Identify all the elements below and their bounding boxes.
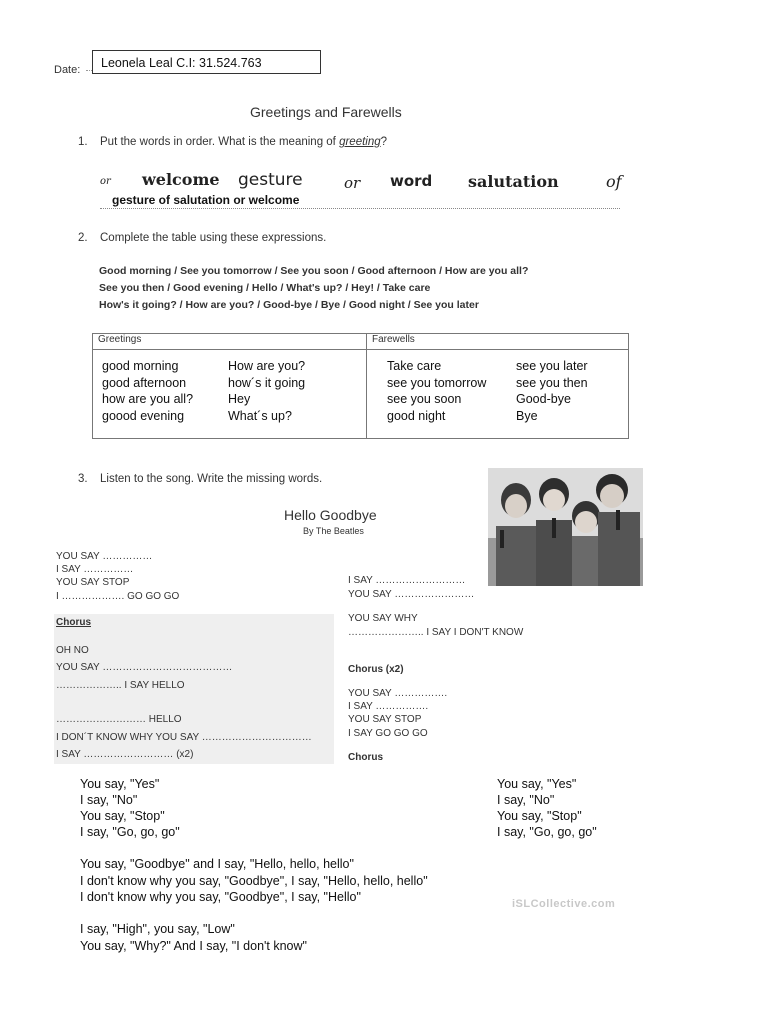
greeting-entry: good afternoon	[102, 376, 187, 390]
typed-lyric: You say, "Goodbye" and I say, "Hello, hello, hello"	[80, 857, 354, 871]
farewell-entry: see you soon	[387, 392, 462, 406]
question-text: Put the words in order. What is the meaning of	[100, 136, 340, 148]
farewell-entry: see you later	[516, 359, 588, 373]
farewell-entry: good night	[387, 409, 446, 423]
lyric-line: I DON´T KNOW WHY YOU SAY ……………………………	[56, 732, 312, 743]
lyric-line: YOU SAY STOP	[56, 577, 130, 588]
greeting-entry: how´s it going	[228, 376, 306, 390]
lyric-line: YOU SAY ……………………	[348, 589, 475, 600]
expressions-line: See you then / Good evening / Hello / What's up? / Hey! / Take care	[99, 282, 431, 294]
lyric-line: I SAY ……………………… (x2)	[56, 749, 194, 760]
expressions-line: How's it going? / How are you? / Good-bye / Bye / Good night / See you later	[99, 299, 479, 311]
scrambled-word: or	[344, 174, 361, 192]
question-3	[78, 473, 322, 485]
lyric-line: I SAY …………….	[348, 701, 429, 712]
typed-lyric: You say, "Yes"	[497, 777, 577, 791]
greetings-header: Greetings	[93, 334, 367, 350]
lyric-line: ………………….. I SAY I DON'T KNOW	[348, 627, 524, 638]
greeting-entry: Hey	[228, 392, 251, 406]
lyric-line: YOU SAY …………………………………	[56, 662, 233, 673]
scrambled-word: or	[100, 176, 111, 187]
scrambled-word: gesture	[238, 170, 303, 190]
chorus-label: Chorus	[348, 752, 383, 763]
question-number: 1.	[78, 136, 88, 148]
lyric-line: YOU SAY WHY	[348, 613, 418, 624]
typed-lyric: I don't know why you say, "Goodbye", I say, "Hello, hello, hello"	[80, 874, 428, 888]
scrambled-word: of	[606, 172, 622, 191]
question-1	[78, 136, 387, 148]
song-title: Hello Goodbye	[284, 507, 377, 523]
lyric-line: YOU SAY STOP	[348, 714, 422, 725]
worksheet-title: Greetings and Farewells	[250, 104, 402, 120]
greeting-entry: how are you all?	[102, 392, 194, 406]
farewell-entry: Bye	[516, 409, 538, 423]
farewell-entry: Take care	[387, 359, 442, 373]
question-2	[78, 232, 326, 244]
farewells-header: Farewells	[367, 334, 629, 350]
greetings-cell[interactable]	[93, 350, 367, 439]
scrambled-word: welcome	[142, 170, 220, 189]
lyric-line: ……………….. I SAY HELLO	[56, 680, 185, 691]
expressions-line: Good morning / See you tomorrow / See you soon / Good afternoon / How are you all?	[99, 265, 529, 277]
typed-lyric: I say, "Go, go, go"	[80, 825, 180, 839]
student-name-textbox[interactable]: Leonela Leal C.I: 31.524.763	[92, 50, 321, 74]
typed-lyric: You say, "Stop"	[80, 809, 165, 823]
scrambled-word: word	[390, 172, 433, 190]
lyric-line: I SAY ……………	[56, 564, 134, 575]
lyric-line: ……………………… HELLO	[56, 714, 182, 725]
farewells-cell[interactable]	[367, 350, 629, 439]
typed-lyric: You say, "Yes"	[80, 777, 160, 791]
lyric-line: I ………………. GO GO GO	[56, 591, 180, 602]
song-artist: By The Beatles	[303, 526, 364, 536]
question-text: Complete the table using these expressions.	[100, 232, 327, 244]
question-number: 3.	[78, 473, 88, 485]
answer-dotted-line	[100, 208, 620, 209]
lyric-line: OH NO	[56, 645, 89, 656]
question-punct: ?	[380, 136, 388, 148]
question-number: 2.	[78, 232, 88, 244]
greeting-entry: What´s up?	[228, 409, 292, 423]
chorus-label: Chorus (x2)	[348, 664, 404, 675]
farewell-entry: see you then	[516, 376, 588, 390]
lyric-line: I SAY GO GO GO	[348, 728, 428, 739]
typed-lyric: I say, "No"	[497, 793, 555, 807]
typed-lyric: I say, "High", you say, "Low"	[80, 922, 235, 936]
watermark: iSLCollective.com	[512, 898, 616, 910]
question-text: Listen to the song. Write the missing words.	[100, 473, 323, 485]
greeting-entry: good morning	[102, 359, 179, 373]
band-photo	[488, 468, 643, 586]
scrambled-word: salutation	[468, 172, 559, 191]
question-keyword: greeting	[339, 136, 381, 148]
farewell-entry: Good-bye	[516, 392, 571, 406]
date-label: Date:	[54, 64, 81, 76]
chorus-label: Chorus	[56, 617, 91, 628]
typed-lyric: I don't know why you say, "Goodbye", I say, "Hello"	[80, 890, 361, 904]
typed-lyric: I say, "Go, go, go"	[497, 825, 597, 839]
greetings-farewells-table	[92, 333, 629, 439]
farewell-entry: see you tomorrow	[387, 376, 487, 390]
lyric-line: YOU SAY ……………	[56, 551, 153, 562]
greeting-entry: goood evening	[102, 409, 185, 423]
lyric-line: YOU SAY …………….	[348, 688, 448, 699]
lyric-line: I SAY ………………………	[348, 575, 466, 586]
q1-answer-text[interactable]: gesture of salutation or welcome	[112, 193, 300, 207]
greeting-entry: How are you?	[228, 359, 306, 373]
typed-lyric: You say, "Why?" And I say, "I don't know"	[80, 939, 307, 953]
typed-lyric: I say, "No"	[80, 793, 138, 807]
typed-lyric: You say, "Stop"	[497, 809, 582, 823]
